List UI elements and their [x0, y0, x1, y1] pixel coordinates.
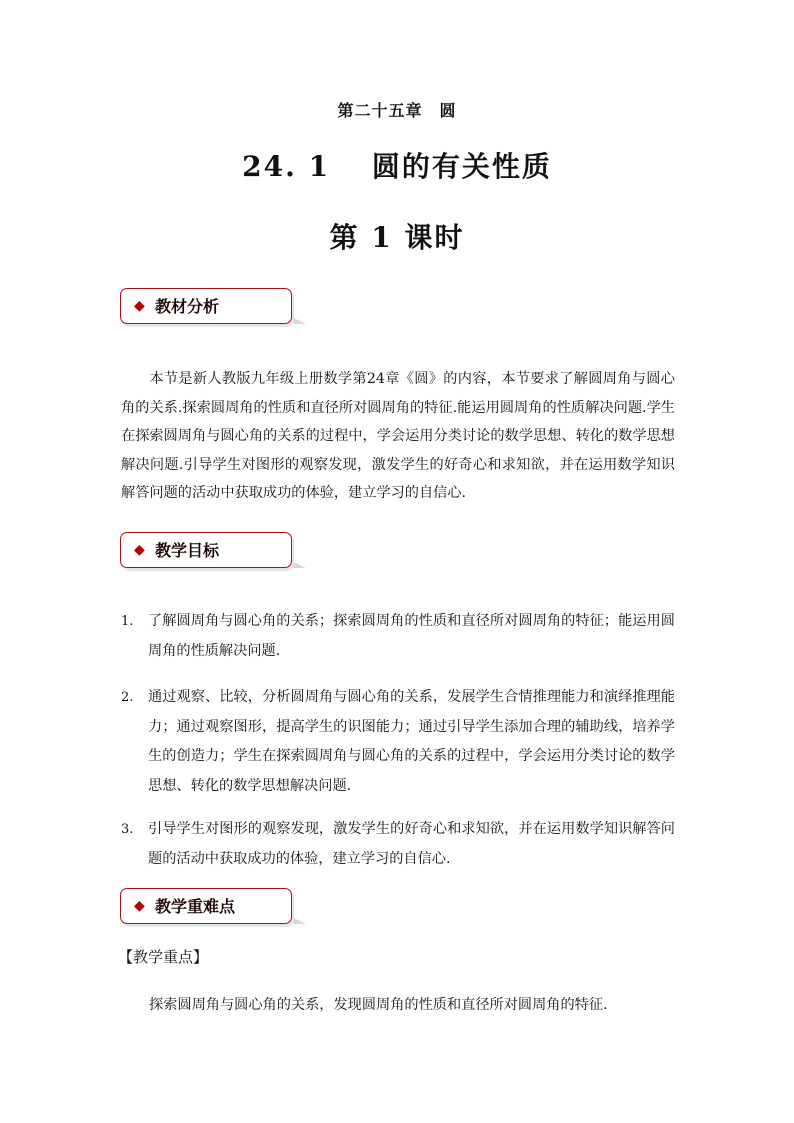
- analysis-paragraph: [121, 365, 675, 508]
- diamond-icon: ◆: [134, 298, 145, 314]
- section-header-goals: [120, 532, 292, 568]
- section-title: 24. 1 圆的有关性质: [242, 150, 552, 183]
- section-header-label: 教学重难点: [155, 897, 236, 916]
- key-point-text: 探索圆周角与圆心角的关系，发现圆周角的性质和直径所对圆周角的特征.: [149, 997, 608, 1013]
- diamond-icon: ◆: [134, 542, 145, 558]
- goal-item: 了解圆周角与圆心角的关系；探索圆周角的性质和直径所对圆周角的特征；能运用圆周角的性质解决问题.: [148, 613, 675, 659]
- section-header-label: 教学目标: [155, 541, 220, 560]
- analysis-text: 本节是新人教版九年级上册数学第24章《圆》的内容，本节要求了解圆周角与圆心角的关系.探索圆周角的性质和直径所对圆周角的特征.能运用圆周角的性质解决问题.学生在探索圆周角与圆心角的关系的过程中，学会运用分类讨论的数学思想、转化的数学思想解决问题.引导学生对图形的观察发现，激发学生的好奇心和求知欲，并在运用数学知识解答问题的活动中获取成功的体验，建立学习的自信心.: [121, 371, 675, 502]
- chapter-title: 第二十五章 圆: [337, 101, 457, 120]
- goal-number: 1.: [121, 614, 134, 629]
- section-header-analysis: [120, 288, 292, 324]
- goal-item: 引导学生对图形的观察发现，激发学生的好奇心和求知欲，并在运用数学知识解答问题的活动中获取成功的体验，建立学习的自信心.: [148, 821, 675, 867]
- goal-item: 通过观察、比较，分析圆周角与圆心角的关系，发展学生合情推理能力和演绎推理能力；通过观察图形，提高学生的识图能力；通过引导学生添加合理的辅助线，培养学生的创造力；学生在探索圆周角与圆心角的关系的过程中，学会运用分类讨论的数学思想、转化的数学思想解决问题.: [148, 689, 675, 794]
- key-point-label: 【教学重点】: [118, 948, 209, 966]
- lesson-title: 第 1 课时: [329, 221, 465, 254]
- section-header-key-points: [120, 888, 292, 924]
- diamond-icon: ◆: [134, 898, 145, 914]
- goal-number: 2.: [121, 690, 134, 705]
- goal-number: 3.: [121, 822, 134, 837]
- section-header-label: 教材分析: [155, 297, 220, 316]
